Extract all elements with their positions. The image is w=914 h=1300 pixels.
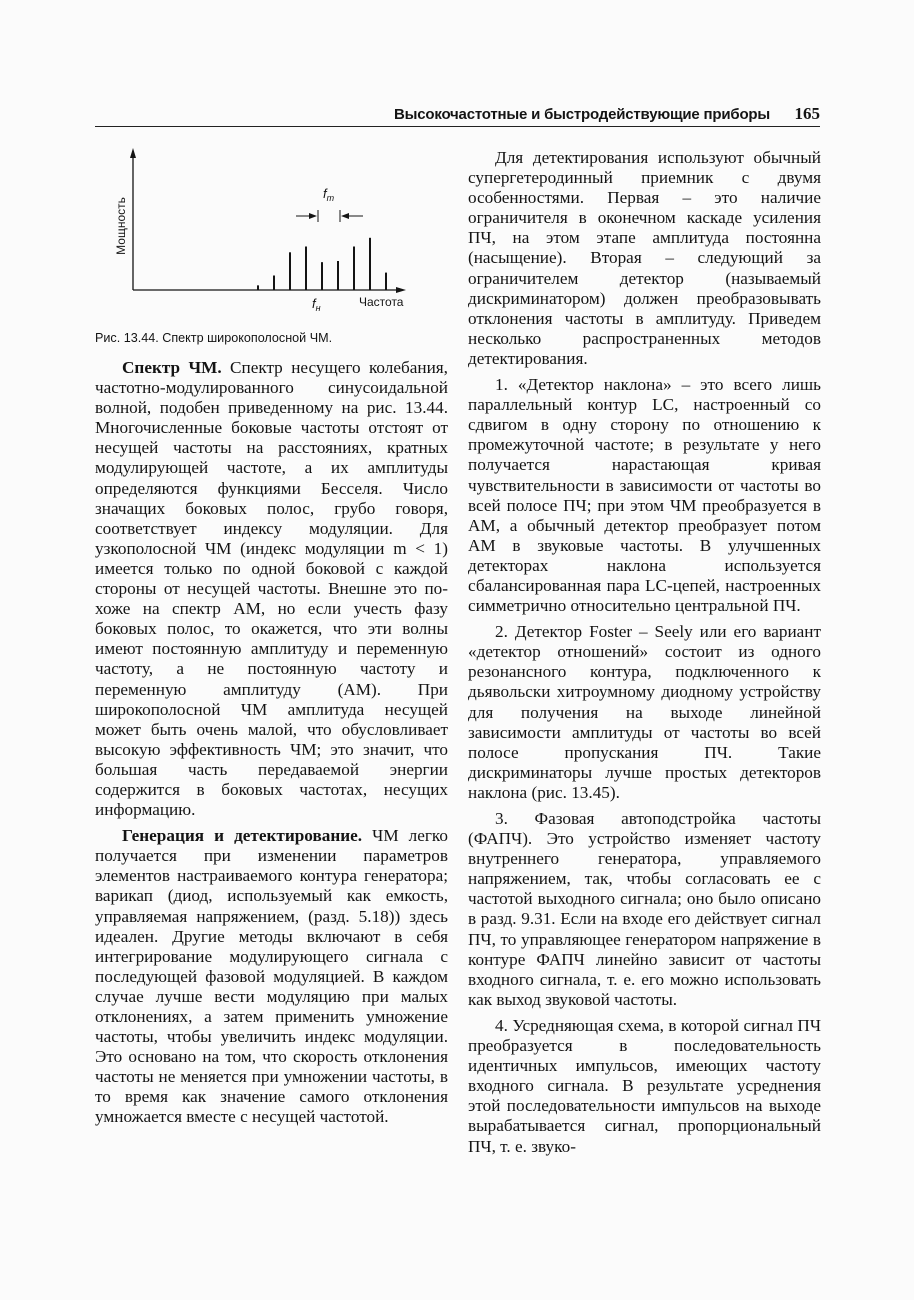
paragraph-fm-spectrum — [95, 358, 448, 820]
page-number: 165 — [794, 104, 820, 123]
x-axis-label: Частота — [359, 295, 404, 309]
paragraph-pll: 3. Фазовая автоподстройка частоты (ФАПЧ). Это устройство изменяет частоту внутреннего генератора, управляемого напряжением, так, чтобы согласовать ее с частотой выходного сигнала; оно было описано в разд. 9.31. Если на входе его действует сигнал ПЧ, то управляющее генератором напряжение в контуре ФАПЧ линейно зависит от частоты входного сигнала, т. е. его можно использовать как выход звуковой частоты. — [468, 809, 821, 1009]
paragraph-slope-detector: 1. «Детектор наклона» – это всего лишь параллельный контур LC, настроенный со сдвигом в одну сторону по отношению к промежуточной частоте; в результате у него получается нарастающая кривая чувствительности в зависимости от частоты во всей полосе ПЧ; при этом ЧМ преобразуется в АМ, а обычный детектор преобразует потом АМ в звуковые частоты. В улучшенных детекторах наклона используется сбалансированная пара LC-цепей, настроенных симметрично относительно центральной ПЧ. — [468, 375, 821, 616]
paragraph-averaging: 4. Усредняющая схема, в которой сигнал ПЧ преобразуется в последовательность идентичных импульсов, имеющих частоту входного сигнала. В результате усреднения этой последовательности импульсов на выходе вырабатывается сигнал, пропорциональный ПЧ, т. е. звуко- — [468, 1015, 821, 1156]
carrier-subscript: н — [315, 303, 321, 313]
spacing-annotation — [296, 186, 363, 222]
paragraph-text: ЧМ легко получается при изменении параметров элементов настраиваемого контура генератора; варикап (диод, используемый как емкость, управляемая напряжением, (разд. 5.18)) здесь идеален. Другие методы включают в себя интегрирование модулирующего сигнала с последующей фазовой модуляцией. В каждом случае лучше вести модуляцию при малых отклонениях, а затем применить умножение частоты, чтобы увеличить индекс модуляции. Это основано на том, что скорость отклонения частоты не меняется при умножении частоты, в то время как значение самого отклонения умножается вместе с несущей частотой. — [95, 826, 449, 1127]
spectrum-lines — [258, 238, 386, 290]
y-axis-label: Мощность — [114, 197, 128, 255]
paragraph-detection-intro: Для детектирования используют обычный супергетеродинный приемник с двумя особенностями. Первая – это наличие ограничителя в оконечном каскаде усиления ПЧ, на этом этапе амплитуда постоянна (насыщение). Вторая – следующий за ограничителем детектор (называемый дискриминатором) должен преобразовывать отклонения частоты в амплитуду. Приведем несколько распространенных методов детектирования. — [468, 148, 821, 368]
spacing-arrowhead-left — [309, 213, 317, 219]
spacing-subscript: m — [326, 193, 335, 203]
paragraph-foster-seely: 2. Детектор Foster – Seely или его вариант «детектор отношений» состоит из одного резонансного контура, подключенного к дьявольски хитроумному диодному устройству для получения на выходе линейной зависимости амплитуды от частоты во всей полосе пропускания ПЧ. Такие дискриминаторы лучше простых детекторов наклона (рис. 13.45). — [468, 622, 821, 802]
spacing-symbol: $f_m$ — [323, 186, 335, 203]
figure-13-44 — [95, 148, 448, 358]
left-column — [95, 148, 448, 1128]
paragraph-text: Спектр несущего колебания, частотно-модулированного синусоидальной волной, подобен приведенному на рис. 13.44. Многочисленные боковые частоты отстоят от несущей частоты на расстояниях, кратных модулирующей частоте, а их амплитуды определяются функциями Бесселя. Число значащих боковых полос, грубо говоря, соответствует индексу модуляции. Для узкополосной ЧМ (индекс модуляции m < 1) имеется только по одной боковой с каждой стороны от несущей частоты. Внешне это похоже на спектр АМ, но если учесть фазу боковых полос, то окажется, что эти волны имеют постоянную амплитуду и переменную частоту, а не постоянную частоту и переменную амплитуду (АМ). При широкополосной ЧМ амплитуда несущей может быть очень малой, что обусловливает высокую эффективность ЧМ; это значит, что большая часть передаваемой энергии содержится в боковых частотах, несущих информацию. — [95, 358, 448, 820]
figure-caption: Рис. 13.44. Спектр широкополосной ЧМ. — [95, 331, 333, 345]
right-column — [468, 148, 821, 1157]
runin-heading: Генерация и детектирование. — [122, 826, 363, 846]
x-axis-arrow — [396, 287, 406, 293]
runin-heading: Спектр ЧМ. — [122, 358, 222, 377]
spectrum-chart — [95, 148, 448, 328]
paragraph-generation — [95, 826, 448, 1127]
header-title: Высокочастотные и быстродействующие приборы — [394, 106, 770, 123]
y-axis-arrow — [130, 148, 136, 158]
running-header — [95, 104, 820, 127]
carrier-label: $f_н$ — [312, 296, 321, 313]
